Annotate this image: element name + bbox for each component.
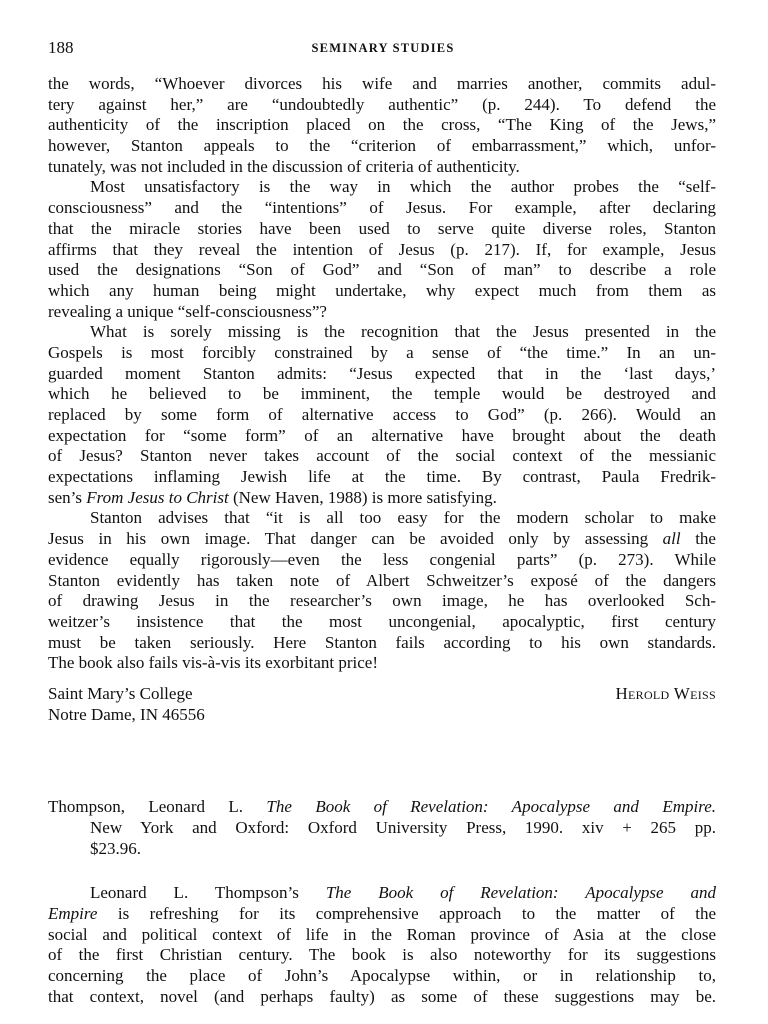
text-line <box>48 904 716 925</box>
text-run: Jesus in his own image. That danger can be avoided only by assessing <box>48 529 663 549</box>
text-line <box>48 115 716 136</box>
text-line <box>48 508 716 529</box>
text-run: social and political context of life in the Roman province of Asia at the close <box>48 924 716 944</box>
italic-text: The Book of Revelation: Apocalypse and Empire. <box>266 797 716 817</box>
text-line <box>48 591 716 612</box>
text-run: consciousness” and the “intentions” of Jesus. For example, after declaring <box>48 198 716 218</box>
text-line <box>48 818 716 839</box>
italic-text: all <box>662 529 681 549</box>
address-row <box>48 705 716 726</box>
page-number: 188 <box>48 38 74 57</box>
text-run: Thompson, Leonard L. <box>48 797 267 817</box>
text-line <box>48 364 716 385</box>
text-line <box>48 302 716 323</box>
reviewer-address: Notre Dame, IN 46556 <box>48 704 205 724</box>
text-line <box>48 571 716 592</box>
text-run: The book also fails vis-à-vis its exorbitant price! <box>48 653 378 673</box>
text-line <box>48 883 716 904</box>
review-paragraphs <box>48 74 716 674</box>
text-run: Leonard L. Thompson’s <box>90 883 326 903</box>
text-line <box>48 797 716 818</box>
signature-row <box>48 684 716 705</box>
text-line <box>48 488 716 509</box>
next-review-paragraph <box>48 883 716 1007</box>
text-run: Gospels is most forcibly constrained by a sense of “the time.” In an un- <box>48 342 716 362</box>
text-run: however, Stanton appeals to the “criterion of embarrassment,” which, unfor- <box>48 136 716 156</box>
text-run: revealing a unique “self-consciousness”? <box>48 301 327 321</box>
paragraph <box>48 177 716 322</box>
text-line <box>48 95 716 116</box>
text-run: affirms that they reveal the intention of Jesus (p. 217). If, for example, Jesus <box>48 239 716 259</box>
paragraph <box>48 74 716 177</box>
text-run: guarded moment Stanton admits: “Jesus expected that in the ‘last days,’ <box>48 363 716 383</box>
italic-text: From Jesus to Christ <box>86 487 229 507</box>
italic-text: The Book of Revelation: Apocalypse and <box>325 883 716 903</box>
text-line <box>48 240 716 261</box>
reviewer-institution: Saint Mary’s College <box>48 683 193 703</box>
text-run: (New Haven, 1988) is more satisfying. <box>228 487 497 507</box>
text-line <box>48 529 716 550</box>
text-run: expectations inflaming Jewish life at the time. By contrast, Paula Fredrik- <box>48 467 716 487</box>
text-line <box>48 839 716 860</box>
text-run: tery against her,” are “undoubtedly authentic” (p. 244). To defend the <box>48 94 716 114</box>
text-run: What is sorely missing is the recognition that the Jesus presented in the <box>90 322 716 342</box>
text-run: is refreshing for its comprehensive approach to the matter of the <box>97 904 716 924</box>
text-line <box>48 945 716 966</box>
text-run: evidence equally rigorously—even the less congenial parts” (p. 273). While <box>48 549 716 569</box>
text-line <box>48 198 716 219</box>
text-run: expectation for “some form” of an alternative have brought about the death <box>48 425 716 445</box>
book-entry <box>48 797 716 859</box>
text-run: concerning the place of John’s Apocalypse within, or in relationship to, <box>48 966 716 986</box>
text-line <box>48 633 716 654</box>
text-run: weitzer’s insistence that the most uncongenial, apocalyptic, first century <box>48 611 716 631</box>
text-run: New York and Oxford: Oxford University Press, 1990. xiv + 265 pp. <box>90 818 716 837</box>
text-line <box>48 925 716 946</box>
text-line <box>48 177 716 198</box>
text-run: must be taken seriously. Here Stanton fails according to his own standards. <box>48 632 716 652</box>
text-line <box>48 343 716 364</box>
running-head: SEMINARY STUDIES <box>311 41 455 55</box>
text-line <box>48 384 716 405</box>
text-run: that context, novel (and perhaps faulty) as some of these suggestions may be. <box>48 986 716 1006</box>
text-run: replaced by some form of alternative access to God” (p. 266). Would an <box>48 405 716 424</box>
italic-text: Empire <box>48 904 98 924</box>
text-line <box>48 405 716 426</box>
paragraph <box>48 322 716 508</box>
text-line <box>48 426 716 447</box>
text-run: of the first Christian century. The book is also noteworthy for its suggestions <box>48 945 716 965</box>
text-line <box>48 136 716 157</box>
text-run: the words, “Whoever divorces his wife and marries another, commits adul- <box>48 74 716 93</box>
text-line <box>48 966 716 987</box>
text-line <box>48 446 716 467</box>
text-run: which he believed to be imminent, the temple would be destroyed and <box>48 384 716 404</box>
text-line <box>48 74 716 95</box>
text-run: Stanton advises that “it is all too easy for the modern scholar to make <box>90 508 716 528</box>
reviewer-name: Herold Weiss <box>615 683 716 703</box>
text-line <box>48 550 716 571</box>
text-line <box>48 653 716 674</box>
text-line <box>48 260 716 281</box>
body-text <box>48 74 716 1008</box>
text-run: $23.96. <box>90 838 141 858</box>
text-line <box>48 157 716 178</box>
text-run: used the designations “Son of God” and “Son of man” to describe a role <box>48 260 716 280</box>
text-run: that the miracle stories have been used to serve quite diverse roles, Stanton <box>48 218 716 238</box>
text-run: sen’s <box>48 487 87 507</box>
text-line <box>48 987 716 1008</box>
text-run: of Jesus? Stanton never takes account of the social context of the messianic <box>48 446 716 466</box>
text-run: of drawing Jesus in the researcher’s own image, he has overlooked Sch- <box>48 591 716 611</box>
page-header <box>48 38 718 60</box>
text-line <box>48 219 716 240</box>
text-line <box>48 281 716 302</box>
text-run: Most unsatisfactory is the way in which the author probes the “self- <box>90 177 716 197</box>
text-run: authenticity of the inscription placed on the cross, “The King of the Jews,” <box>48 115 716 135</box>
text-line <box>48 322 716 343</box>
text-line <box>48 612 716 633</box>
text-line <box>48 467 716 488</box>
text-run: which any human being might undertake, why expect much from them as <box>48 280 716 300</box>
text-run: the <box>680 529 716 549</box>
text-run: Stanton evidently has taken note of Albert Schweitzer’s exposé of the dangers <box>48 570 716 590</box>
text-run: tunately, was not included in the discussion of criteria of authenticity. <box>48 156 520 176</box>
paragraph <box>48 508 716 674</box>
